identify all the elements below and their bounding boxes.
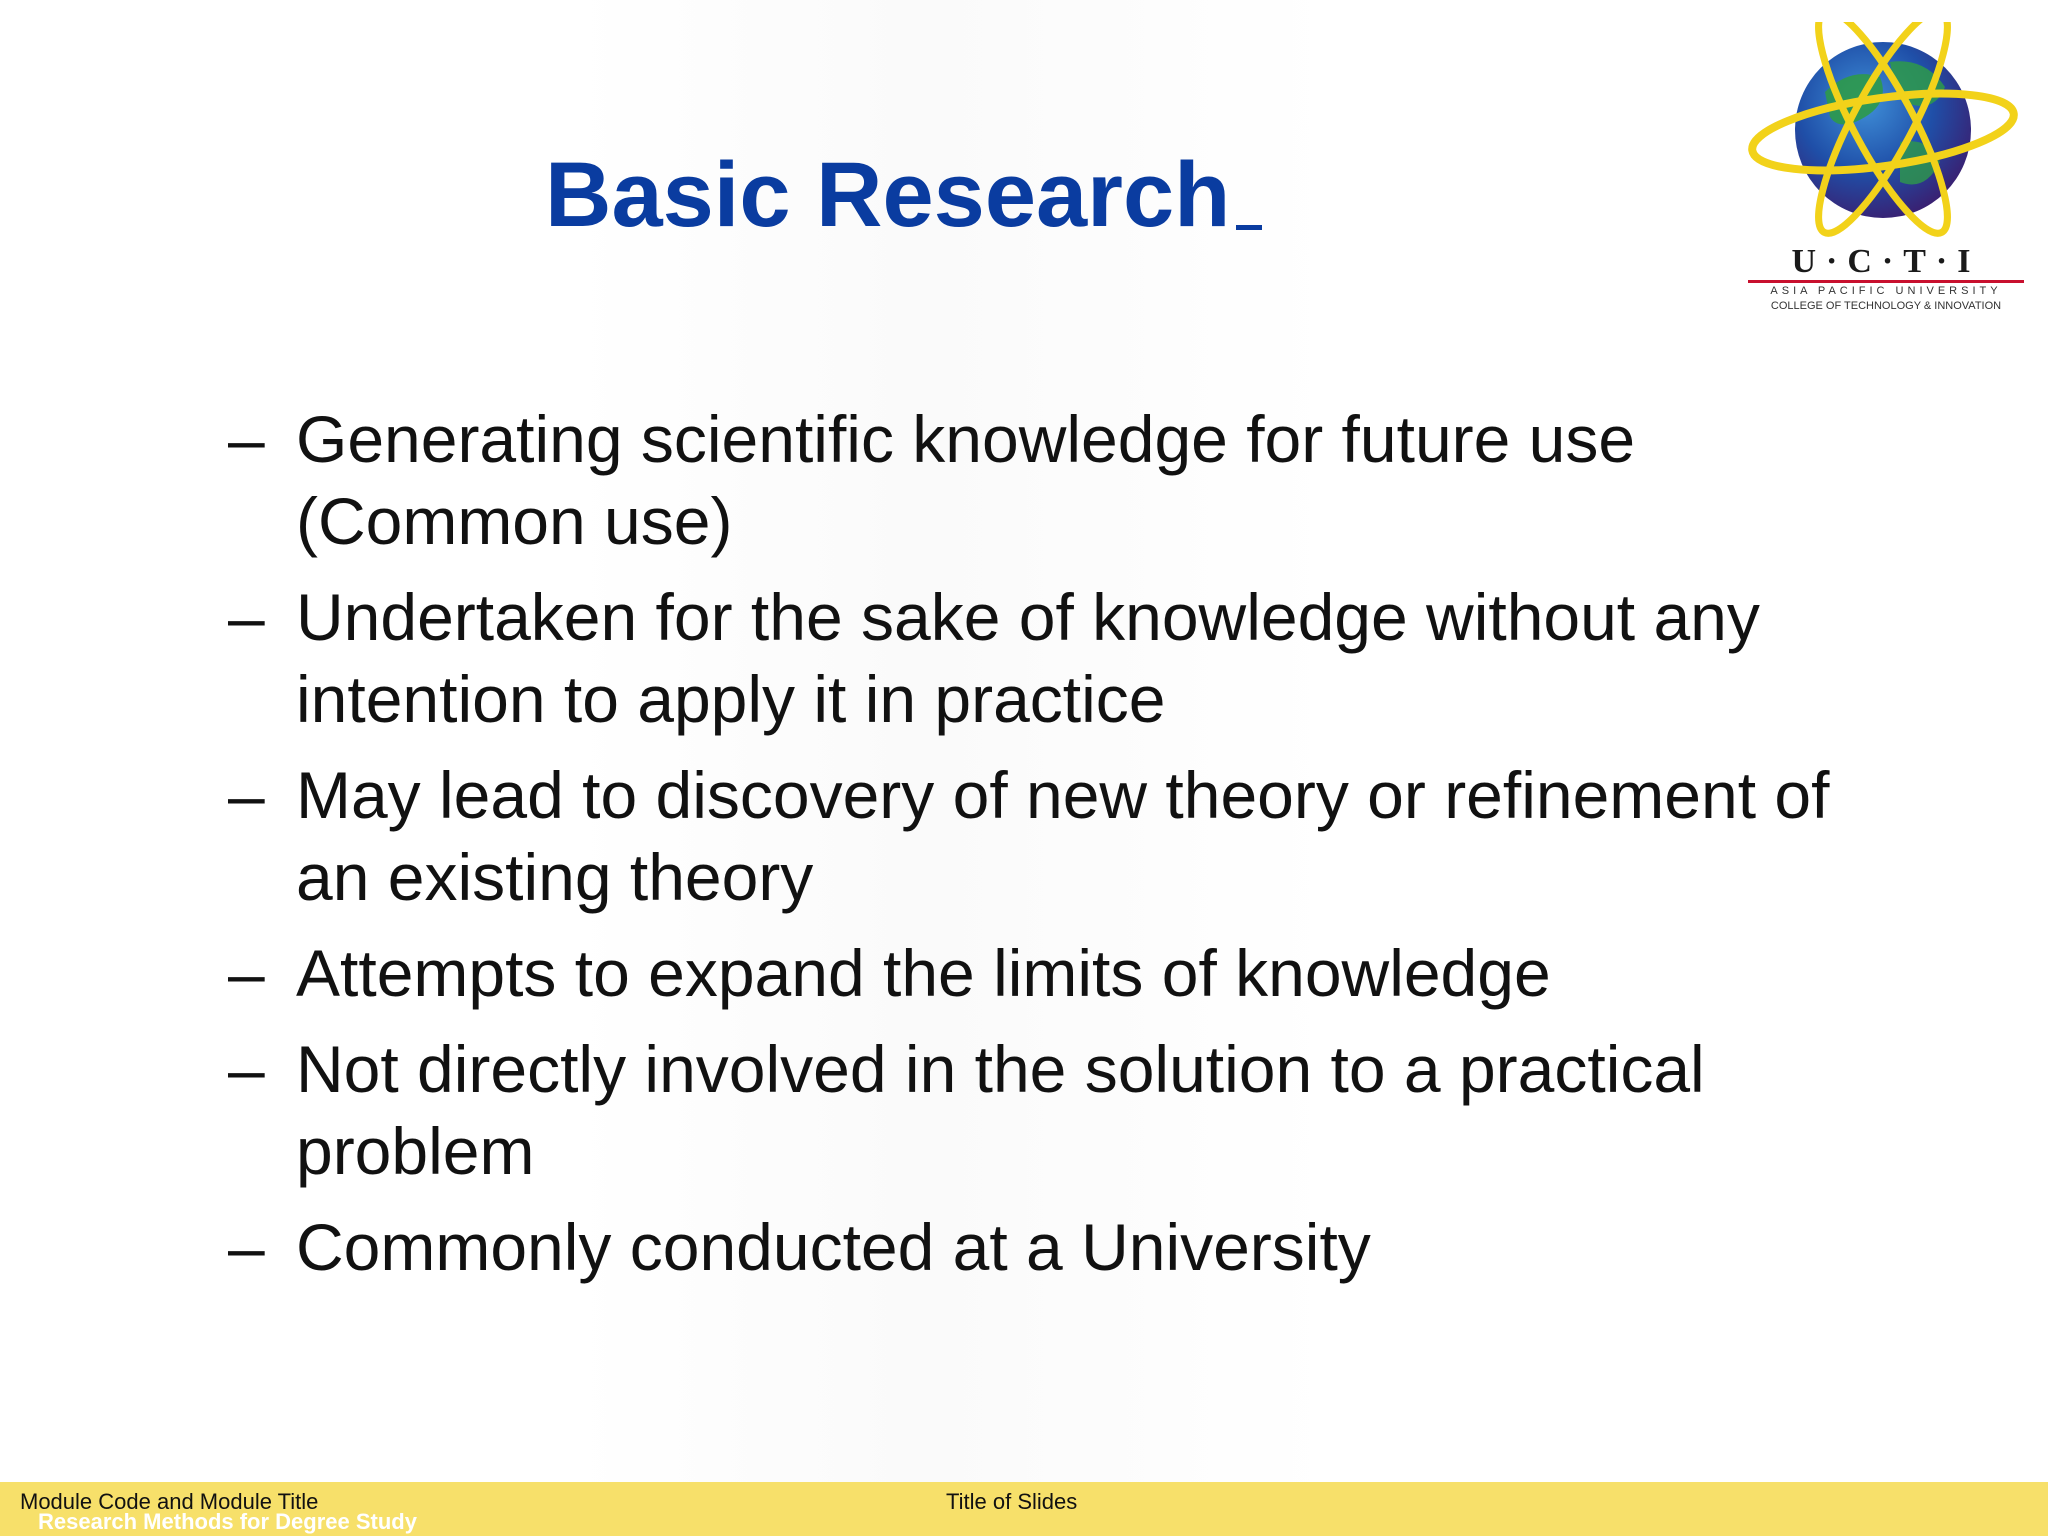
- bullet-item: [228, 754, 1918, 918]
- footer-slides-label: Title of Slides: [946, 1489, 1078, 1514]
- logo-line-2: COLLEGE OF TECHNOLOGY & INNOVATION: [1770, 300, 2002, 312]
- bullet-dash: –: [228, 580, 265, 654]
- bullet-item: [228, 932, 1918, 1014]
- bullet-text: Attempts to expand the limits of knowledge: [296, 936, 1551, 1010]
- bullet-item: [228, 1028, 1918, 1192]
- text-cursor: [1236, 225, 1262, 230]
- bullet-dash: –: [228, 758, 265, 832]
- logo-rule: [1748, 280, 2024, 283]
- slide-title-text: Basic Research: [545, 144, 1231, 246]
- bullet-text: Not directly involved in the solution to a practical problem: [296, 1032, 1705, 1188]
- bullet-dash: –: [228, 936, 265, 1010]
- bullet-list: [228, 398, 1918, 1302]
- bullet-text: Generating scientific knowledge for future use (Common use): [296, 402, 1636, 558]
- ucti-logo: [1740, 22, 2030, 322]
- bullet-text: Commonly conducted at a University: [296, 1210, 1371, 1284]
- footer-module-title: Research Methods for Degree Study: [38, 1509, 417, 1534]
- slide-footer: [0, 1482, 2048, 1536]
- slide-title: [545, 140, 1262, 250]
- bullet-text: May lead to discovery of new theory or refinement of an existing theory: [296, 758, 1830, 914]
- bullet-dash: –: [228, 402, 265, 476]
- footer-module-label: Module Code and Module Title: [20, 1489, 319, 1514]
- bullet-text: Undertaken for the sake of knowledge without any intention to apply it in practice: [296, 580, 1760, 736]
- logo-letters: U·C·T·I: [1791, 243, 1981, 280]
- bullet-item: [228, 398, 1918, 562]
- logo-line-1: ASIA PACIFIC UNIVERSITY: [1770, 285, 2002, 297]
- bullet-item: [228, 1206, 1918, 1288]
- bullet-item: [228, 576, 1918, 740]
- bullet-dash: –: [228, 1032, 265, 1106]
- bullet-dash: –: [228, 1210, 265, 1284]
